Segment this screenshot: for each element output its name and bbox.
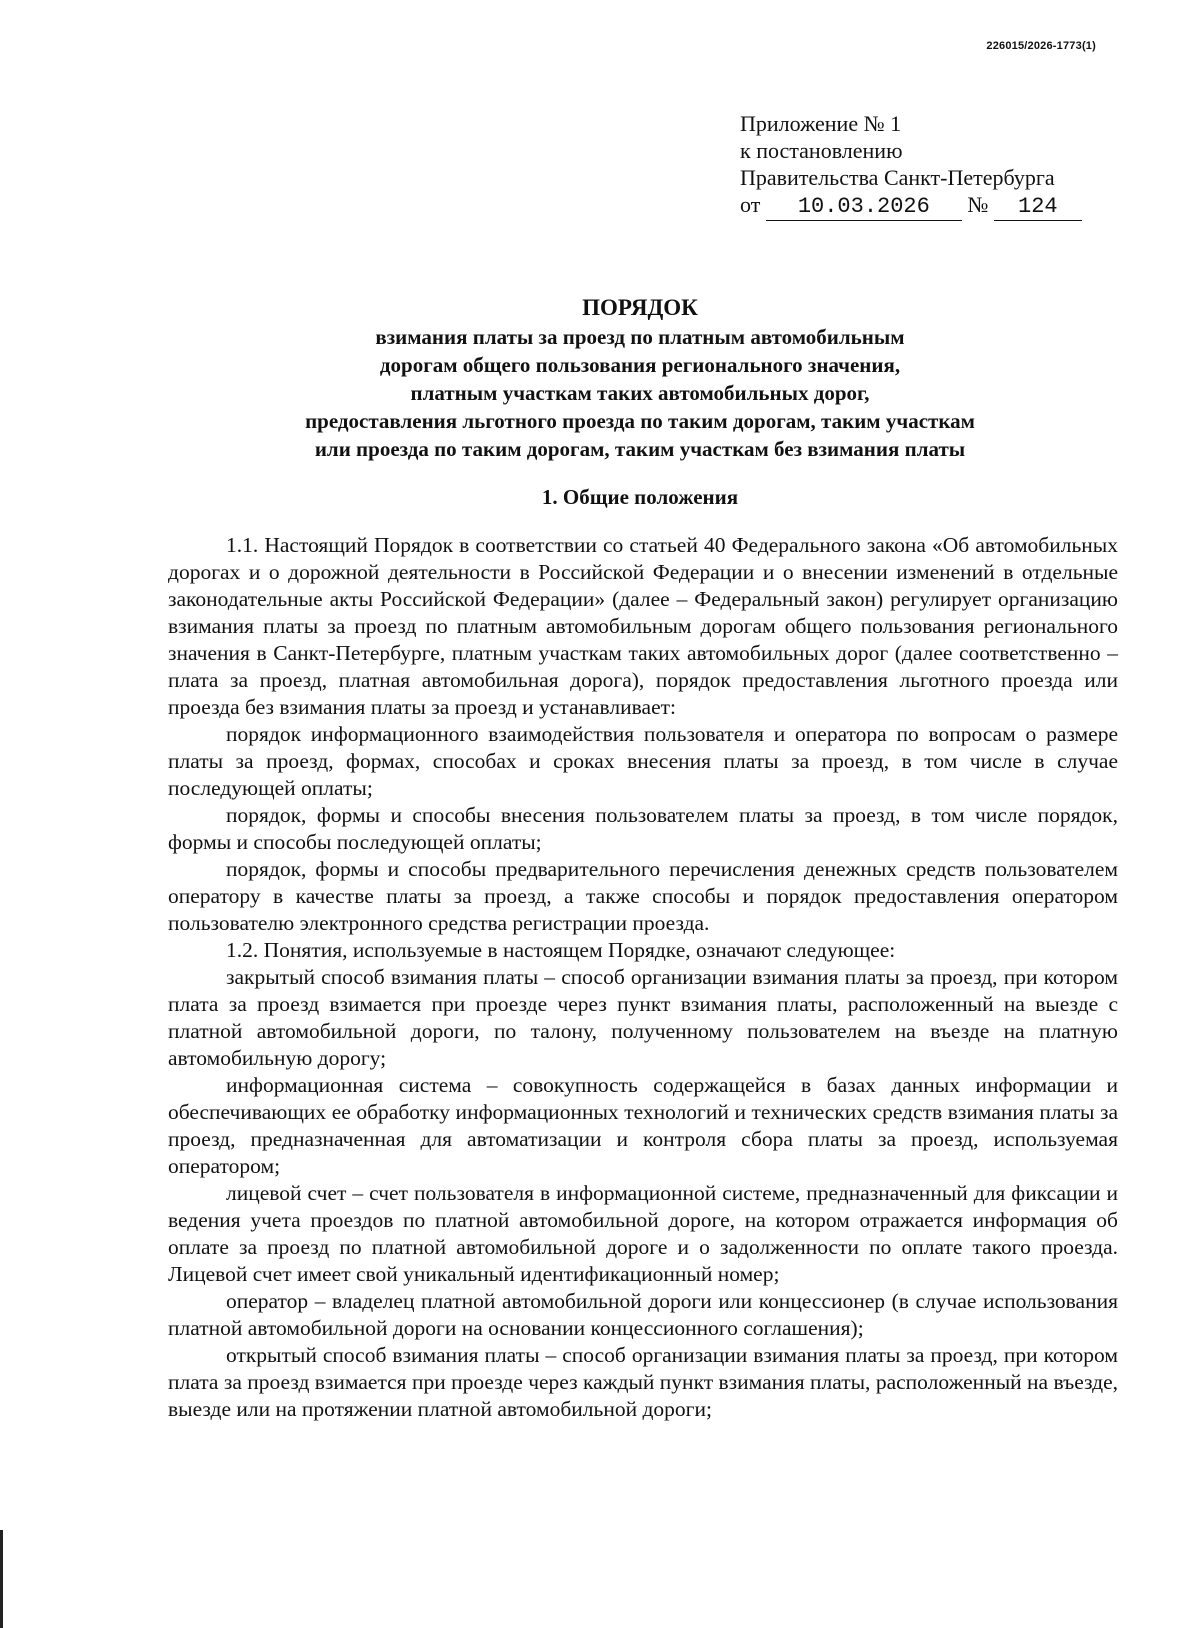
title-line: взимания платы за проезд по платным автомобильным — [375, 325, 905, 349]
paragraph: информационная система – совокупность содержащейся в базах данных информации и обеспечивающих ее обработку информационных технологий и технических средств взимания платы за проезд, предназначенная для автоматизации и контроля сбора платы за проезд, используемая оператором; — [168, 1073, 1118, 1178]
document-id: 226015/2026-1773(1) — [986, 40, 1096, 52]
decree-date: 10.03.2026 — [766, 193, 962, 221]
title-line: предоставления льготного проезда по таким дорогам, таким участкам — [305, 409, 975, 433]
appendix-line-3: Правительства Санкт-Петербурга — [740, 165, 1055, 190]
document-title — [120, 293, 1160, 463]
paragraph: открытый способ взимания платы – способ организации взимания платы за проезд, при котором плата за проезд взимается при проезде через каждый пункт взимания платы, расположенный на въезде, выезде или на протяжении платной автомобильной дороги; — [168, 1343, 1118, 1421]
paragraph: лицевой счет – счет пользователя в информационной системе, предназначенный для фиксации и ведения учета проездов по платной автомобильной дороге, на котором отражается информация об оплате за проезд по платной автомобильной дороге и о задолженности по оплате такого проезда. Лицевой счет имеет свой уникальный идентификационный номер; — [168, 1181, 1118, 1286]
number-label: № — [967, 192, 989, 217]
title-line: или проезда по таким дорогам, таким участкам без взимания платы — [314, 437, 966, 461]
scan-edge-mark — [0, 1530, 3, 1628]
paragraph: 1.2. Понятия, используемые в настоящем Порядке, означают следующее: — [226, 938, 896, 962]
section-body — [168, 532, 1118, 1423]
decree-number: 124 — [994, 193, 1082, 221]
appendix-block — [740, 110, 1082, 221]
paragraph: порядок информационного взаимодействия пользователя и оператора по вопросам о размере платы за проезд, формах, способах и сроках внесения платы за проезд, в том числе в случае последующей оплаты; — [168, 722, 1118, 800]
title-main: ПОРЯДОК — [582, 295, 698, 320]
paragraph: закрытый способ взимания платы – способ организации взимания платы за проезд, при котором плата за проезд взимается при проезде через пункт взимания платы, расположенный на выезде с платной автомобильной дороги, по талону, полученному пользователем на въезде на платную автомобильную дорогу; — [168, 965, 1118, 1070]
paragraph: порядок, формы и способы предварительного перечисления денежных средств пользователем оператору в качестве платы за проезд, а также способы и порядок предоставления оператором пользователю электронного средства регистрации проезда. — [168, 857, 1118, 935]
title-line: платным участкам таких автомобильных дорог, — [410, 381, 870, 405]
from-label: от — [740, 192, 761, 217]
title-line: дорогам общего пользования регионального значения, — [379, 353, 901, 377]
paragraph: оператор – владелец платной автомобильной дороги или концессионер (в случае использования платной автомобильной дороги на основании концессионного соглашения); — [168, 1289, 1118, 1340]
paragraph: порядок, формы и способы внесения пользователем платы за проезд, в том числе порядок, формы и способы последующей оплаты; — [168, 803, 1118, 854]
appendix-date-line — [740, 191, 1082, 221]
paragraph: 1.1. Настоящий Порядок в соответствии со статьей 40 Федерального закона «Об автомобильных дорогах и о дорожной деятельности в Российской Федерации и о внесении изменений в отдельные законодательные акты Российской Федерации» (далее – Федеральный закон) регулирует организацию взимания платы за проезд по платным автомобильным дорогам общего пользования регионального значения в Санкт-Петербурге, платным участкам таких автомобильных дорог (далее соответственно – плата за проезд, платная автомобильная дорога), порядок предоставления льготного проезда или проезда без взимания платы за проезд и устанавливает: — [168, 533, 1118, 719]
appendix-line-2: к постановлению — [740, 138, 903, 163]
section-heading: 1. Общие положения — [541, 485, 739, 509]
appendix-line-1: Приложение № 1 — [740, 111, 902, 136]
